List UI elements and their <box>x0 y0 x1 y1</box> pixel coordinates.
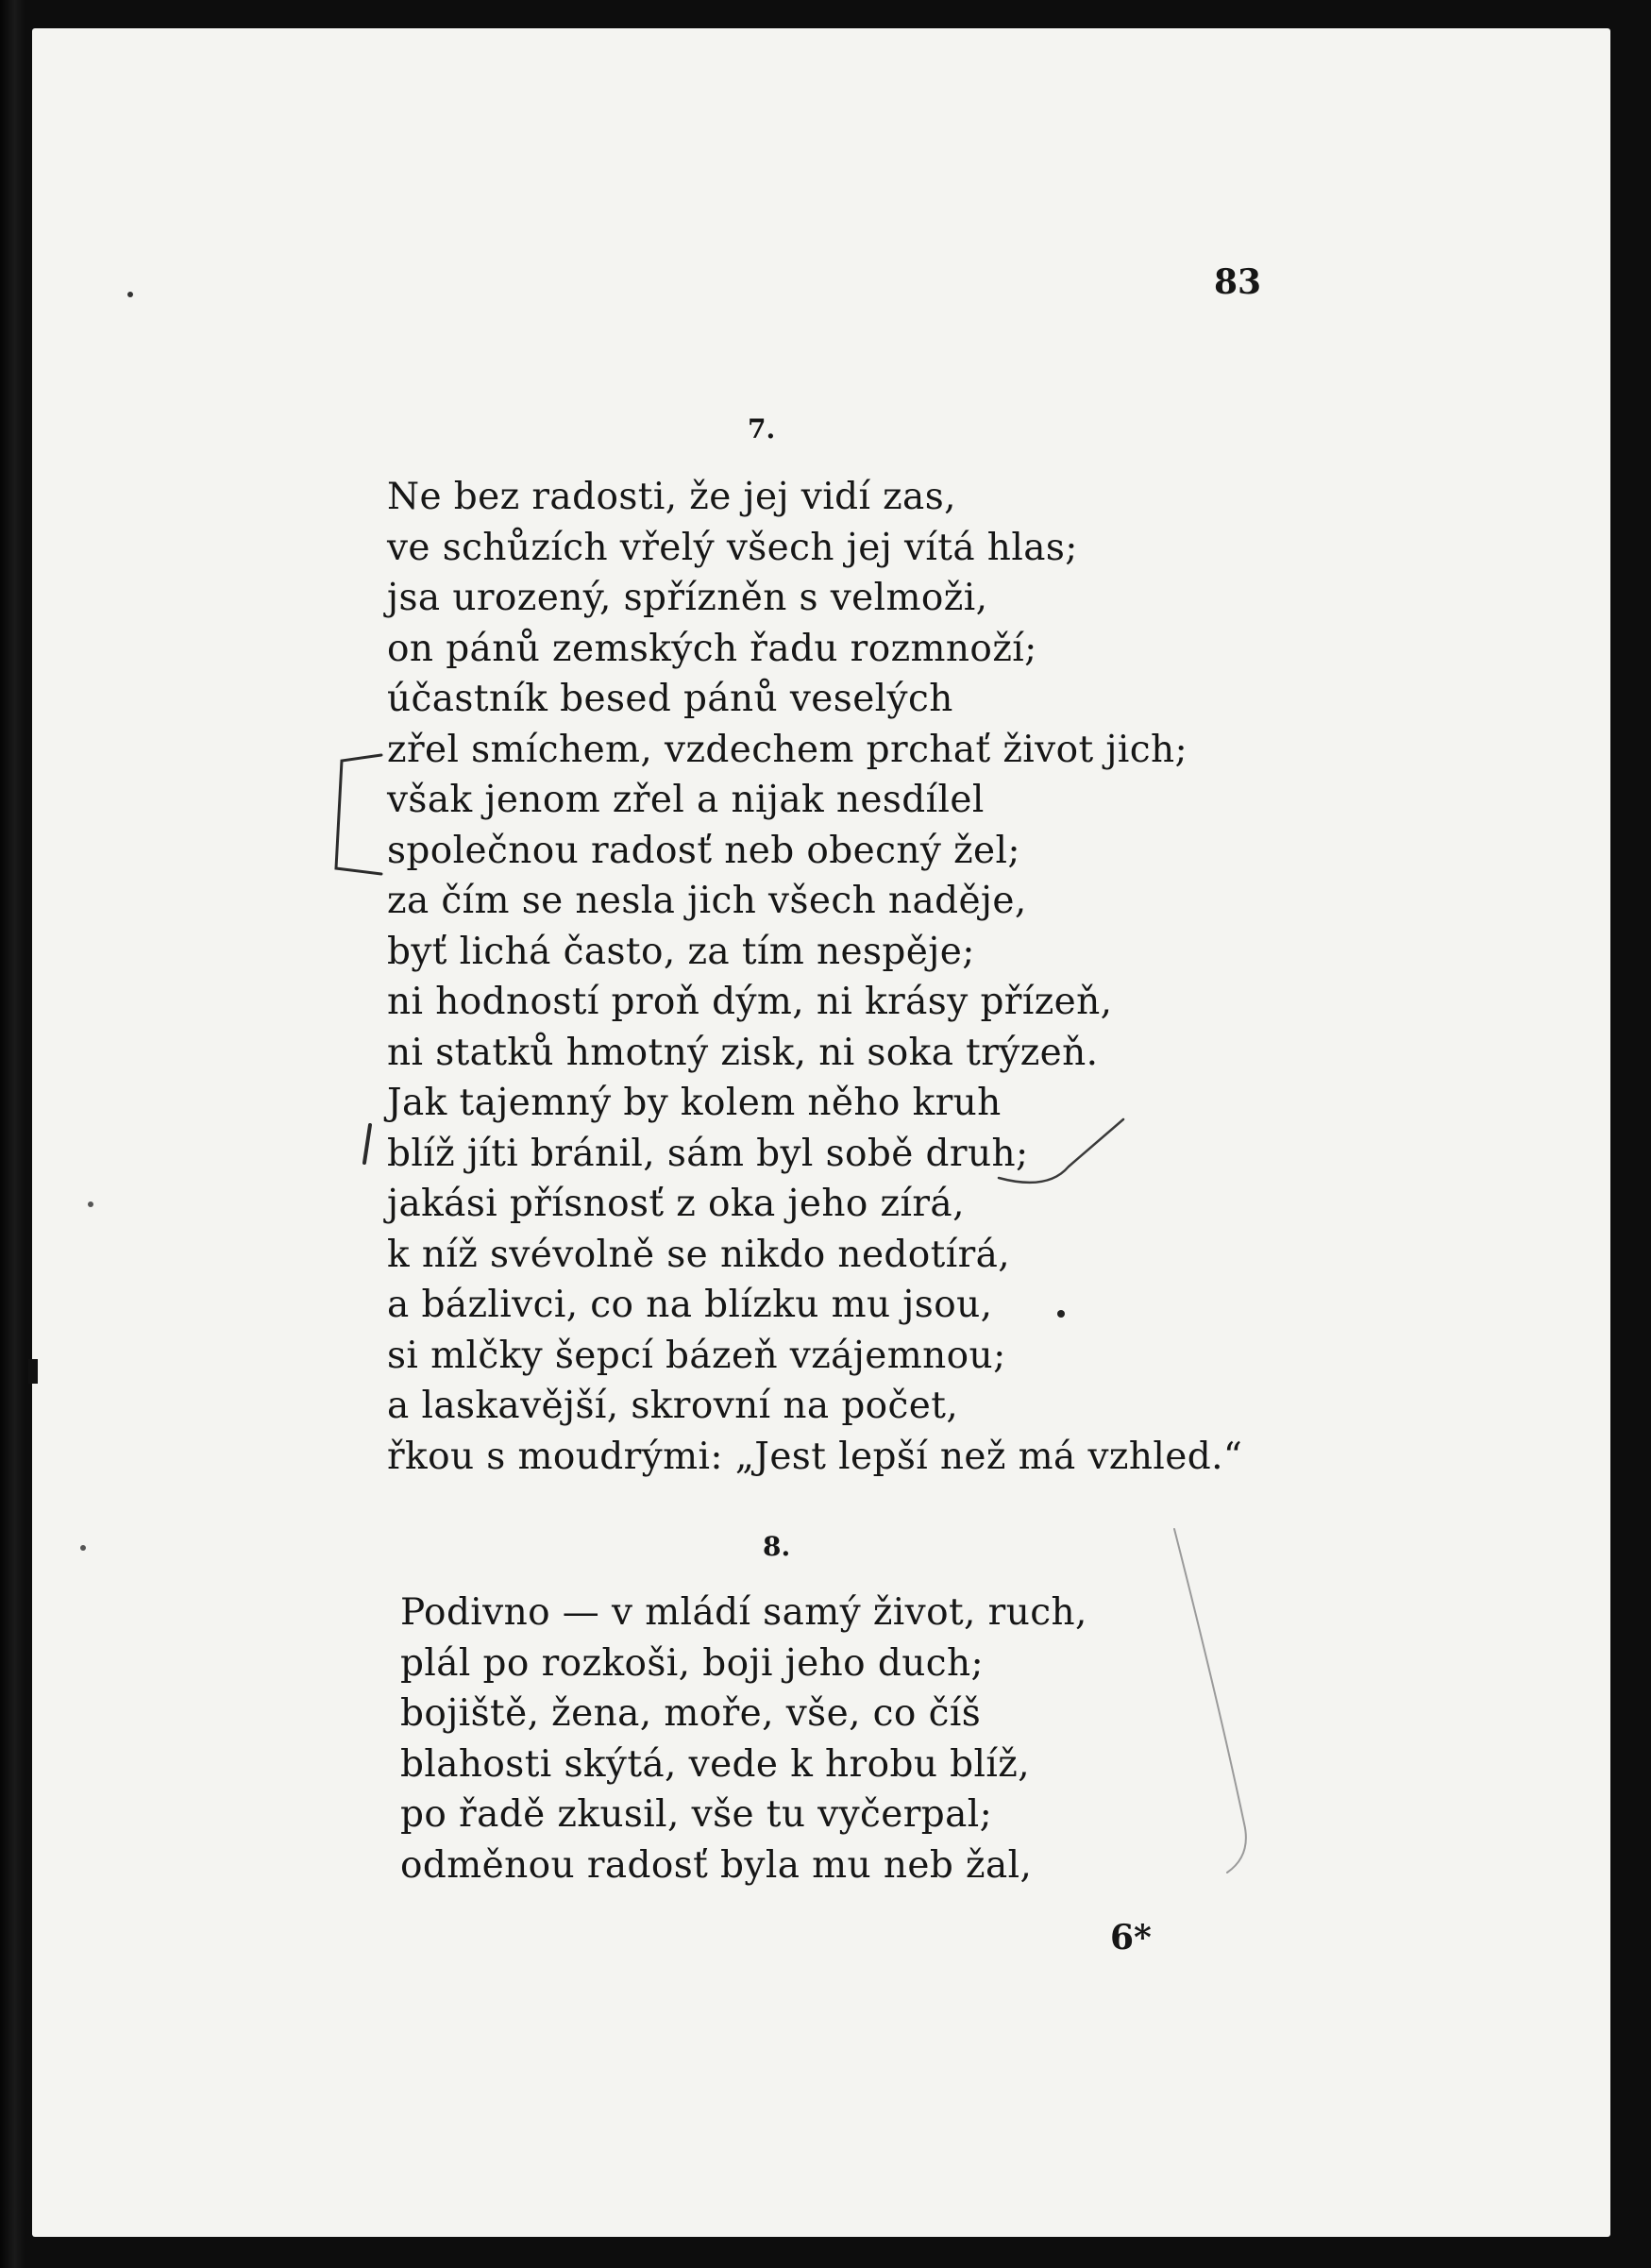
section-number-8: 8. <box>763 1531 791 1562</box>
poem-line: za čím se nesla jich všech naděje, <box>387 880 1027 922</box>
poem-line: k níž svévolně se nikdo nedotírá, <box>387 1233 1011 1276</box>
poem-line: po řadě zkusil, vše tu vyčerpal; <box>400 1793 993 1836</box>
poem-line: odměnou radosť byla mu neb žal, <box>400 1843 1033 1887</box>
poem-stanza-7 <box>387 472 1242 1482</box>
poem-line: jakási přísnosť z oka jeho zírá, <box>387 1183 965 1225</box>
poem-line: blíž jíti bránil, sám byl sobě druh; <box>387 1132 1029 1175</box>
poem-line: ni hodností proň dým, ni krásy přízeň, <box>387 981 1113 1023</box>
poem-line: bojiště, žena, moře, vše, co číš <box>400 1692 982 1735</box>
poem-stanza-8 <box>400 1588 1087 1890</box>
poem-line: a laskavější, skrovní na počet, <box>387 1385 959 1427</box>
poem-line: si mlčky šepcí bázeň vzájemnou; <box>387 1334 1006 1377</box>
poem-line: blahosti skýtá, vede k hrobu blíž, <box>400 1742 1031 1786</box>
poem-line: účastník besed pánů veselých <box>387 678 953 720</box>
poem-line: plál po rozkoši, boji jeho duch; <box>400 1641 985 1685</box>
poem-line: ve schůzích vřelý všech jej vítá hlas; <box>387 526 1078 569</box>
poem-line: zřel smíchem, vzdechem prchať život jich; <box>387 728 1188 771</box>
section-number-7: 7. <box>748 413 776 445</box>
poem-line: byť lichá často, za tím nespěje; <box>387 930 975 973</box>
poem-line: a bázlivci, co na blízku mu jsou, <box>387 1284 993 1326</box>
binding-shadow <box>0 0 25 2268</box>
signature-mark: 6* <box>1110 1918 1152 1957</box>
poem-line: však jenom zřel a nijak nesdílel <box>387 779 985 821</box>
poem-line: řkou s moudrými: „Jest lepší než má vzhled.“ <box>387 1435 1243 1478</box>
poem-line: on pánů zemských řadu rozmnoží; <box>387 627 1037 670</box>
poem-line: společnou radosť neb obecný žel; <box>387 829 1020 872</box>
page-number: 83 <box>1214 262 1262 302</box>
poem-line: jsa urozený, spřízněn s velmoži, <box>387 577 988 619</box>
poem-line: Jak tajemný by kolem něho kruh <box>387 1082 1002 1124</box>
poem-line: Podivno — v mládí samý život, ruch, <box>400 1591 1087 1634</box>
poem-line: ni statků hmotný zisk, ni soka trýzeň. <box>387 1031 1099 1074</box>
poem-line: Ne bez radosti, že jej vidí zas, <box>387 476 956 518</box>
